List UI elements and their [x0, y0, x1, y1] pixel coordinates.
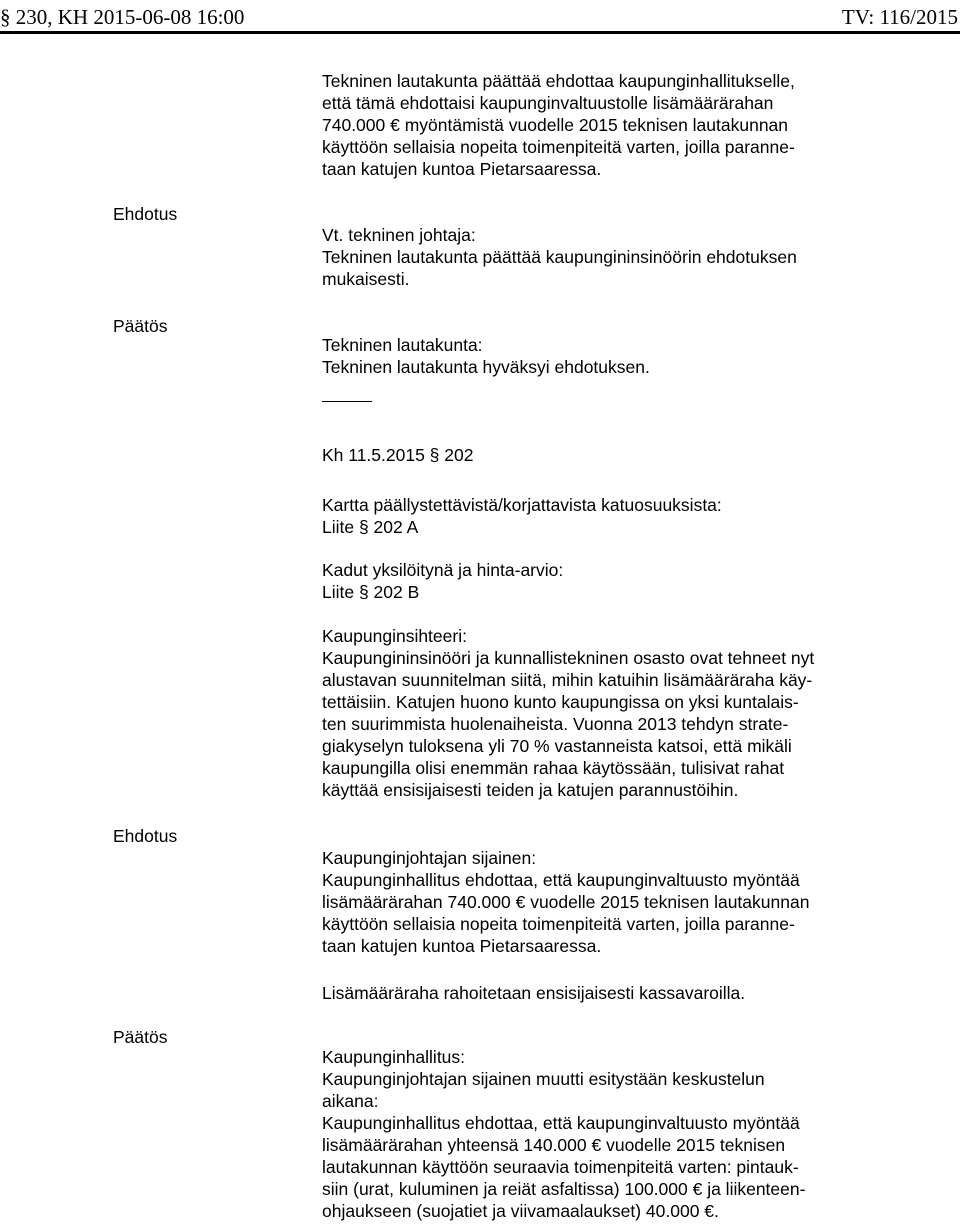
body-text-line: kaupungilla olisi enemmän rahaa käytössään, tulisivat rahat — [322, 758, 785, 778]
body-text-line: Kaupunginjohtajan sijainen: — [322, 848, 537, 868]
body-text-line: Kaupungininsinööri ja kunnallistekninen osasto ovat tehneet nyt — [322, 648, 815, 668]
body-text-line: Kaupunginsihteeri: — [322, 626, 467, 646]
body-text-line: ten suurimmista huolenaiheista. Vuonna 2013 tehdyn strate- — [322, 714, 789, 734]
body-text-line: mukaisesti. — [322, 269, 410, 289]
page-header — [0, 0, 960, 34]
body-text-line: Liite § 202 B — [322, 582, 420, 602]
body-text-line: käyttöön sellaisia nopeita toimenpiteitä varten, joilla paranne- — [322, 914, 795, 934]
body-text-line: alustavan suunnitelman siitä, mihin katuihin lisämääräraha käy- — [322, 670, 813, 690]
body-text-line: Kaupunginjohtajan sijainen muutti esitystään keskustelun — [322, 1069, 765, 1089]
margin-label-paatos: Päätös — [113, 316, 168, 336]
section-separator — [322, 401, 372, 402]
body-text-line: käyttöön sellaisia nopeita toimenpiteitä varten, joilla paranne- — [322, 137, 795, 157]
body-text-line: Lisämääräraha rahoitetaan ensisijaisesti kassavaroilla. — [322, 983, 746, 1003]
body-text-line: giakyselyn tuloksena yli 70 % vastanneista katsoi, että mikäli — [322, 736, 792, 756]
body-text-line: tettäisiin. Katujen huono kunto kaupungissa on yksi kuntalais- — [322, 692, 799, 712]
body-text-line: Kartta päällystettävistä/korjattavista katuosuuksista: — [322, 495, 722, 515]
body-text-line: Tekninen lautakunta: — [322, 335, 483, 355]
body-text-line: Tekninen lautakunta päättää kaupungininsinöörin ehdotuksen — [322, 247, 797, 267]
body-text-line: lisämäärärahan yhteensä 140.000 € vuodelle 2015 teknisen — [322, 1135, 786, 1155]
body-text-line: Kadut yksilöitynä ja hinta-arvio: — [322, 560, 564, 580]
body-text-line: Kaupunginhallitus ehdottaa, että kaupunginvaltuusto myöntää — [322, 1113, 800, 1133]
body-text-line: siin (urat, kuluminen ja reiät asfaltissa) 100.000 € ja liikenteen- — [322, 1179, 806, 1199]
body-text-line: 740.000 € myöntämistä vuodelle 2015 teknisen lautakunnan — [322, 115, 789, 135]
body-text-line: Kaupunginhallitus ehdottaa, että kaupunginvaltuusto myöntää — [322, 870, 800, 890]
body-text-line: Tekninen lautakunta hyväksyi ehdotuksen. — [322, 357, 650, 377]
body-text-line: käyttää ensisijaisesti teiden ja katujen parannustöihin. — [322, 780, 739, 800]
header-document-ref: TV: 116/2015 — [841, 5, 958, 29]
body-text-line: lisämäärärahan 740.000 € vuodelle 2015 teknisen lautakunnan — [322, 892, 810, 912]
margin-label-ehdotus: Ehdotus — [113, 826, 178, 846]
body-text-line: taan katujen kuntoa Pietarsaaressa. — [322, 936, 602, 956]
body-text-line: ohjaukseen (suojatiet ja viivamaalaukset) 40.000 €. — [322, 1201, 719, 1221]
body-text-line: että tämä ehdottaisi kaupunginvaltuustolle lisämäärärahan — [322, 93, 774, 113]
body-text-line: taan katujen kuntoa Pietarsaaressa. — [322, 159, 602, 179]
body-text-line: Kaupunginhallitus: — [322, 1047, 466, 1067]
margin-label-paatos: Päätös — [113, 1027, 168, 1047]
body-text-line: lautakunnan käyttöön seuraavia toimenpiteitä varten: pintauk- — [322, 1157, 799, 1177]
body-text-line: Vt. tekninen johtaja: — [322, 225, 476, 245]
body-text-line: aikana: — [322, 1091, 379, 1111]
body-text-line: Tekninen lautakunta päättää ehdottaa kaupunginhallitukselle, — [322, 71, 795, 91]
body-text-line: Liite § 202 A — [322, 517, 419, 537]
body-text-line: Kh 11.5.2015 § 202 — [322, 445, 474, 465]
header-section-ref: § 230, KH 2015-06-08 16:00 — [0, 5, 245, 29]
margin-label-ehdotus: Ehdotus — [113, 204, 178, 224]
